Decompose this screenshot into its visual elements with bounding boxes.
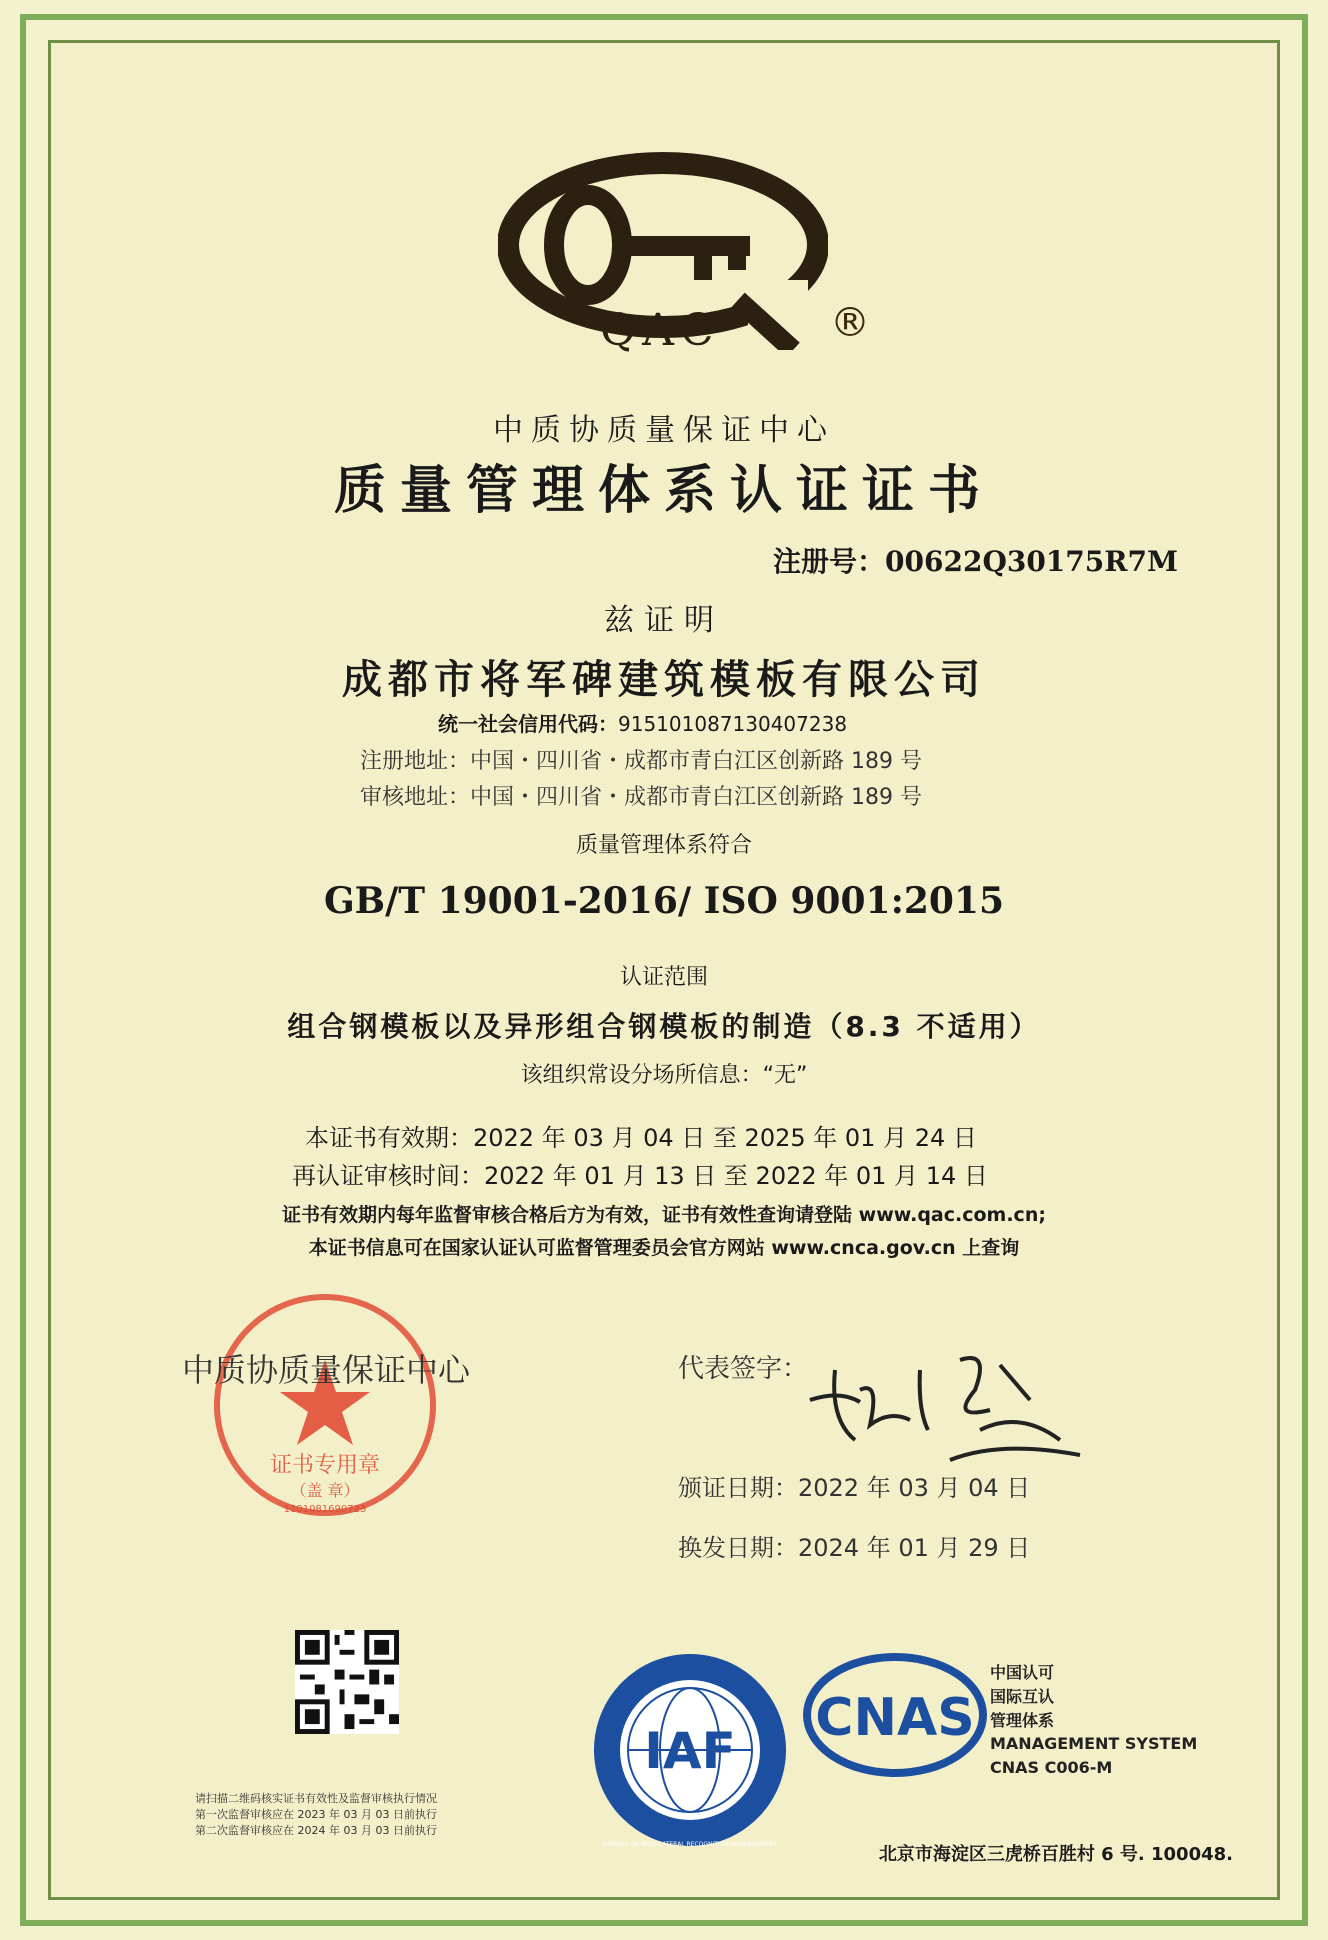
issuing-organization: 中质协质量保证中心 [493, 413, 835, 448]
cnas-line-3: 管理体系 [990, 1711, 1055, 1730]
qr-code[interactable] [295, 1630, 399, 1734]
reaudit-period: 再认证审核时间：2022 年 01 月 13 日 至 2022 年 01 月 14 日 [292, 1162, 988, 1190]
certification-scope: 组合钢模板以及异形组合钢模板的制造（8.3 不适用） [287, 1010, 1041, 1043]
company-name: 成都市将军碑建筑模板有限公司 [342, 657, 986, 703]
registered-address: 注册地址：中国・四川省・成都市青白江区创新路 189 号 [360, 749, 922, 774]
qr-note-3: 第二次监督审核应在 2024 年 03 月 03 日前执行 [195, 1824, 437, 1837]
cnca-note: 本证书信息可在国家认证认可监督管理委员会官方网站 www.cnca.gov.cn 上查询 [308, 1237, 1020, 1259]
qr-note-1: 请扫描二维码核实证书有效性及监督审核执行情况 [195, 1792, 437, 1805]
iaf-logo [590, 1650, 790, 1850]
cnas-line-2: 国际互认 [990, 1687, 1055, 1706]
standard: GB/T 19001-2016/ ISO 9001:2015 [323, 880, 1005, 922]
cnas-letters: CNAS [815, 1688, 975, 1748]
iaf-letters: IAF [644, 1722, 736, 1780]
credit-code-line [438, 708, 847, 737]
handwritten-signature [800, 1330, 1100, 1470]
iaf-ring-text: MEMBER OF MULTILATERAL RECOGNITION ARRANGEMENT [602, 1841, 778, 1848]
validity-period: 本证书有效期：2022 年 03 月 04 日 至 2025 年 01 月 24 日 [305, 1124, 977, 1152]
seal-center-text: 证书专用章 [269, 1453, 381, 1478]
cnas-line-4: MANAGEMENT SYSTEM [990, 1734, 1198, 1753]
qac-letters: QAC [600, 305, 720, 356]
site-info: 该组织常设分场所信息：“无” [520, 1063, 808, 1088]
credit-code-label: 统一社会信用代码： [438, 712, 618, 736]
renewal-date: 换发日期：2024 年 01 月 29 日 [678, 1534, 1031, 1562]
registration-number: 注册号：00622Q30175R7M [773, 545, 1178, 578]
conformity-statement: 质量管理体系符合 [575, 833, 752, 858]
cnas-logo [800, 1650, 990, 1780]
hereby-certify: 兹证明 [604, 603, 724, 638]
seal-number: 1101081690723 [283, 1504, 367, 1515]
representative-label: 代表签字： [678, 1354, 809, 1384]
issue-date: 颁证日期：2022 年 03 月 04 日 [678, 1474, 1031, 1502]
official-seal [210, 1290, 440, 1520]
cnas-line-5: CNAS C006-M [990, 1758, 1113, 1777]
registered-mark: ® [830, 300, 870, 346]
issuer-name: 中质协质量保证中心 [182, 1351, 471, 1389]
cnas-line-1: 中国认可 [990, 1663, 1055, 1682]
certificate-title: 质量管理体系认证证书 [333, 461, 994, 521]
credit-code-value: 91510108713040723​8 [618, 712, 848, 736]
validity-note: 证书有效期内每年监督审核合格后方为有效，证书有效性查询请登陆 www.qac.com.cn; [282, 1204, 1046, 1226]
qr-note-2: 第一次监督审核应在 2023 年 03 月 03 日前执行 [195, 1808, 437, 1821]
footer-address: 北京市海淀区三虎桥百胜村 6 号. 100048. [878, 1844, 1233, 1865]
scope-label: 认证范围 [619, 965, 708, 990]
seal-sub-text: （盖 章） [290, 1481, 360, 1500]
audit-address: 审核地址：中国・四川省・成都市青白江区创新路 189 号 [360, 785, 922, 810]
